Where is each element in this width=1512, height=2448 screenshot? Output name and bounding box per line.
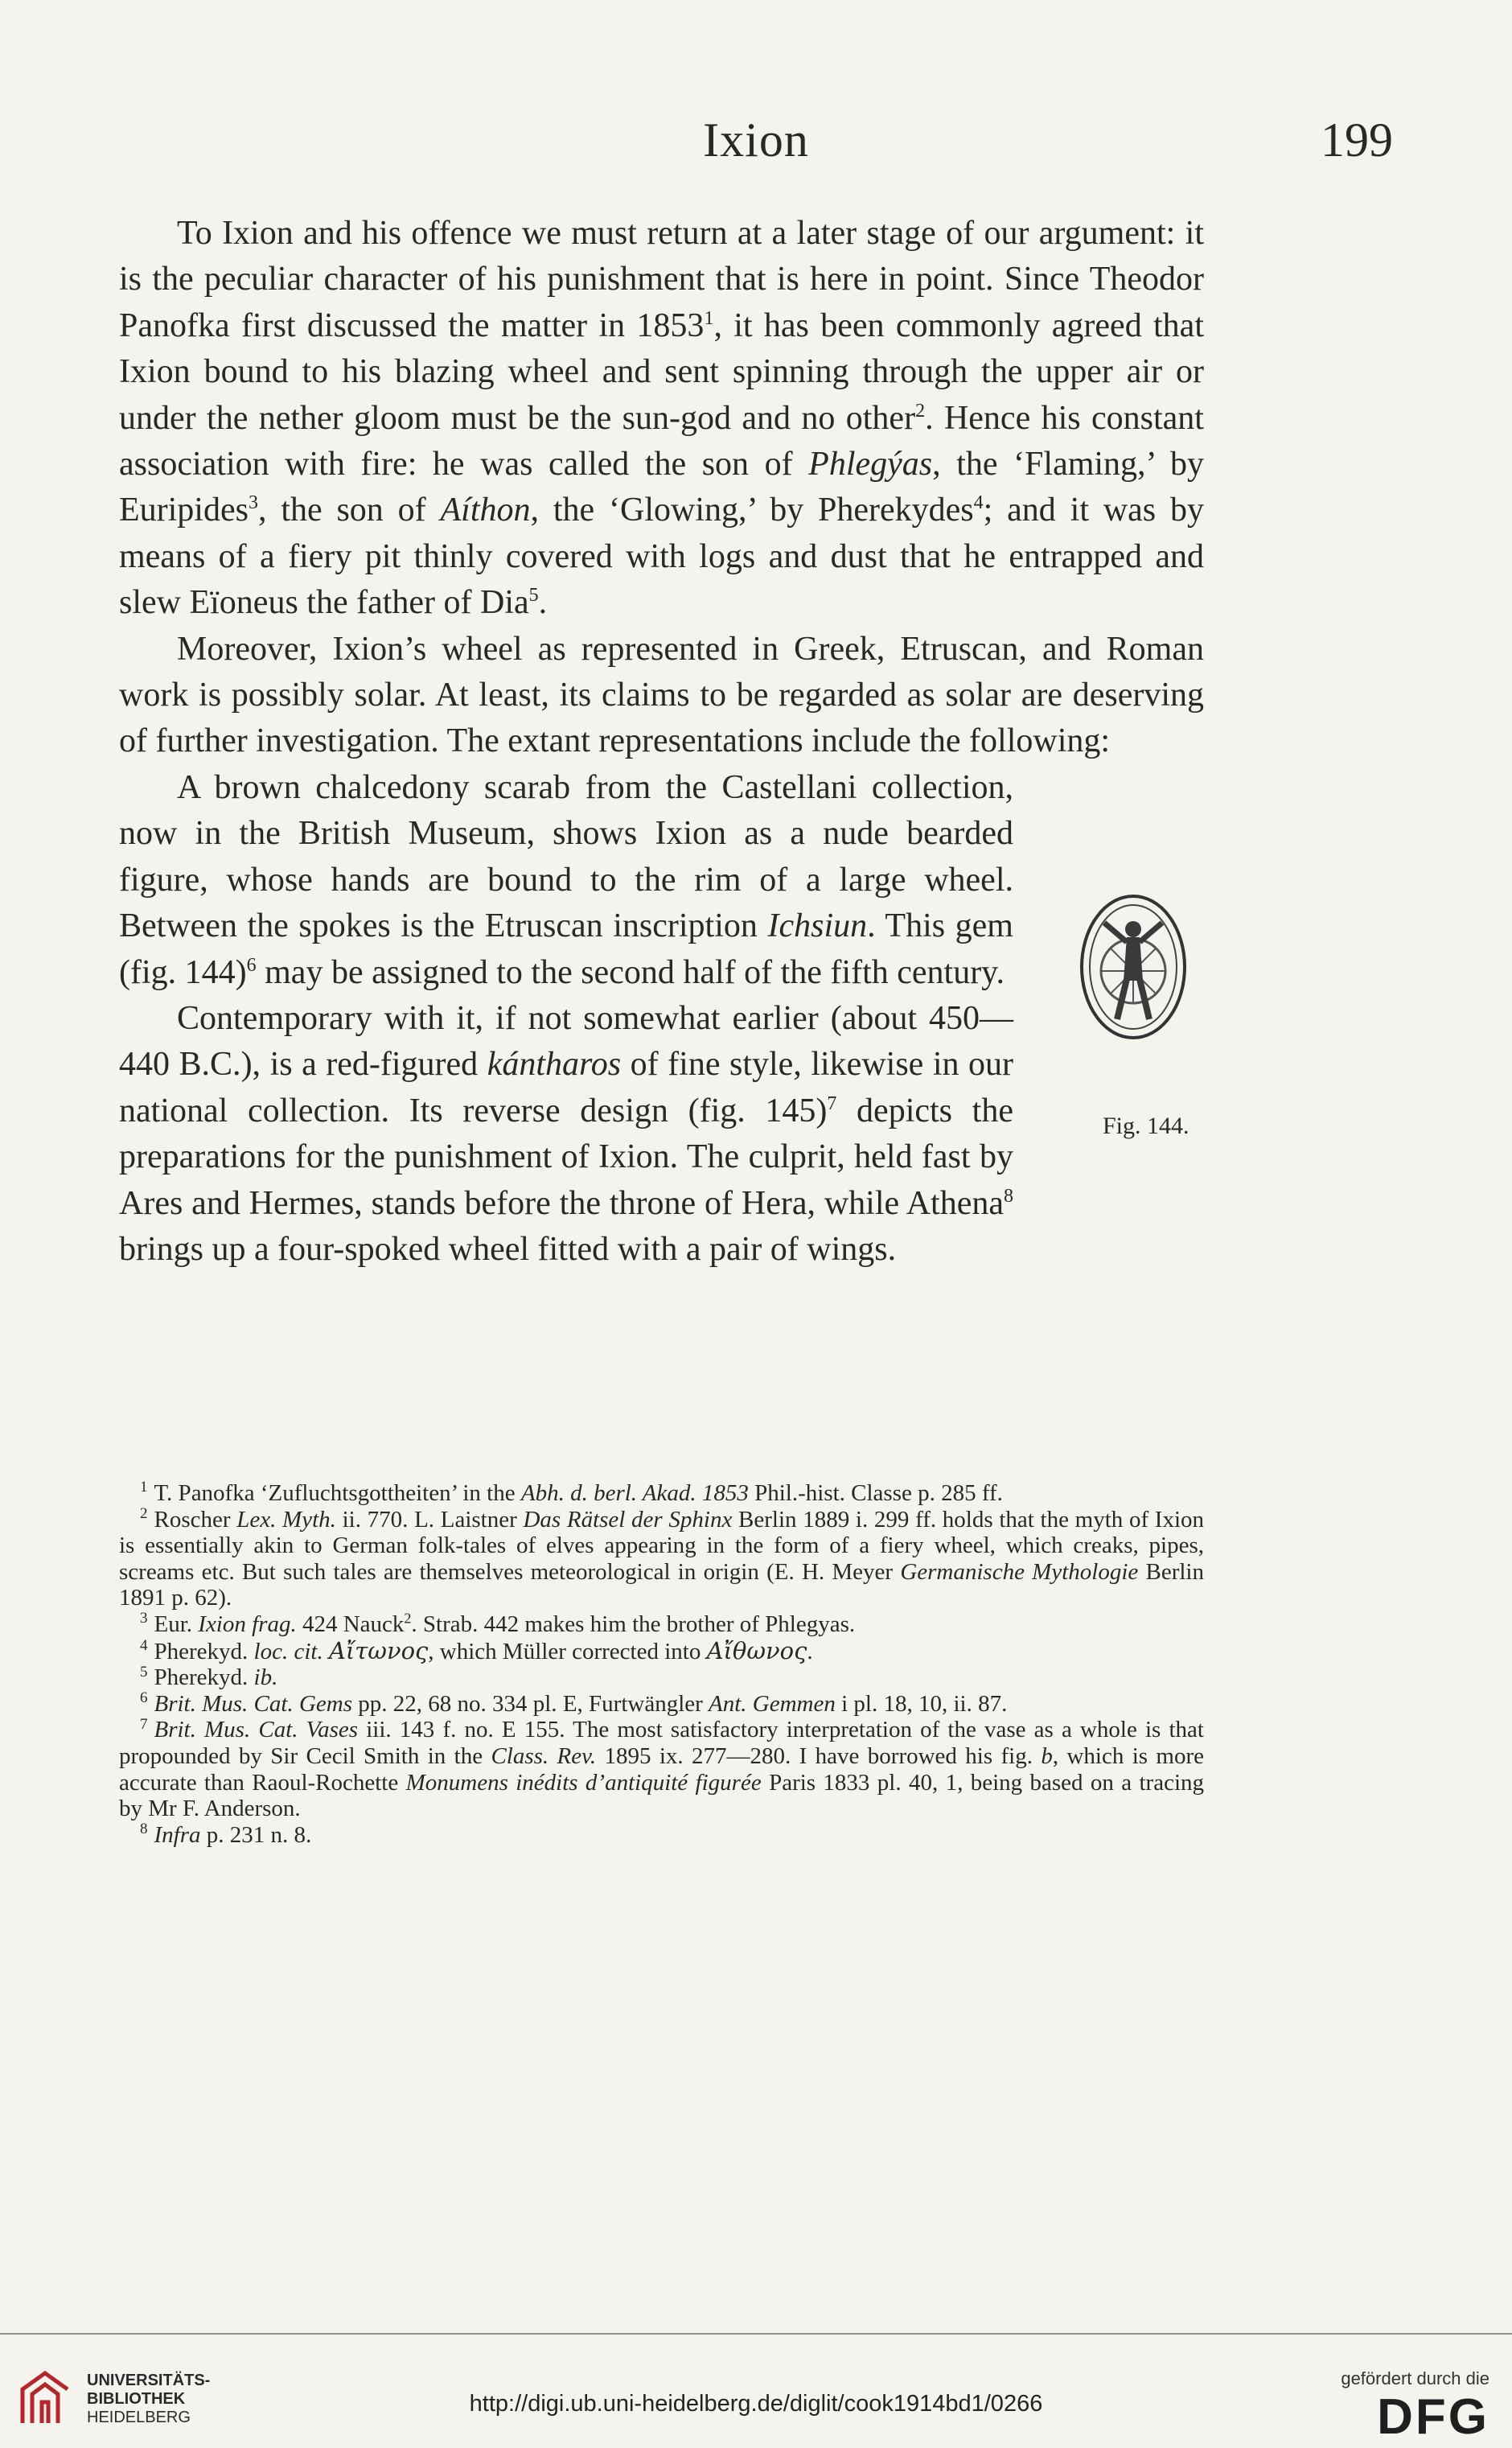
footnote-1: $^1$ T. Panofka ‘Zufluchtsgottheiten’ in the Abh. d. berl. Akad. 1853 Phil.-hist. Classe p. 285 ff. xyxy=(140,1479,1003,1506)
footnote-4: $^4$ Pherekyd. loc. cit. Αἴτωνος, which Müller corrected into Αἴθωνος. xyxy=(140,1636,813,1664)
digitization-footer xyxy=(0,2333,1512,2448)
footnotes xyxy=(119,1480,1204,1848)
footnote-ref-3: 3 xyxy=(248,492,258,514)
footnote-ref-8: 8 xyxy=(1004,1185,1013,1207)
footnote-ref-2: 2 xyxy=(915,400,926,422)
figure-144 xyxy=(1027,891,1204,1139)
dfg-logo: DFG xyxy=(1377,2389,1489,2445)
wrap-column xyxy=(119,765,1013,1273)
page-number: 199 xyxy=(1321,113,1393,167)
scarab-gem-illustration xyxy=(1077,891,1189,1043)
footnote-6: $^6$ Brit. Mus. Cat. Gems pp. 22, 68 no. 334 pl. E, Furtwängler Ant. Gemmen i pl. 18, 10, ii. 87. xyxy=(140,1689,1008,1717)
footnote-2: $^2$ Roscher Lex. Myth. ii. 770. L. Laistner Das Rätsel der Sphinx Berlin 1889 i. 299 ff. holds that the myth of Ixion is essentially akin to German folk-tales of elves appearing in the form of a fiery wheel, which creaks, pipes, screams etc. But such tales are themselves meteorological in origin (E. H. Meyer Germanische Mythologie Berlin 1891 p. 62). xyxy=(119,1504,1205,1611)
footnote-3: $^3$ Eur. Ixion frag. 424 Nauck$^2$. Strab. 442 makes him the brother of Phlegyas. xyxy=(140,1610,856,1637)
paragraph-4: Contemporary with it, if not somewhat earlier (about 450—440 B.C.), is a red-figured kántharos of fine style, likewise in our national collection. Its reverse design (fig. 145)$^7$ depicts the preparations for the punishment of Ixion. The culprit, held fast by Ares and Hermes, stands before the throne of Hera, while Athena$^8$ brings up a four-spoked wheel fitted with a pair of wings. xyxy=(119,999,1013,1268)
source-url-link[interactable]: http://digi.ub.uni-heidelberg.de/diglit/cook1914bd1/0266 xyxy=(469,2391,1043,2417)
paragraph-3: A brown chalcedony scarab from the Castellani collection, now in the British Museum, shows Ixion as a nude bearded figure, whose hands are bound to the rim of a large wheel. Between the spokes is the Etruscan inscription Ichsiun. This gem (fig. 144)$^6$ may be assigned to the second half of the fifth century. xyxy=(119,768,1013,991)
footnote-ref-6: 6 xyxy=(246,954,257,976)
paragraph-2: Moreover, Ixion’s wheel as represented in Greek, Etruscan, and Roman work is possibly solar. At least, its claims to be regarded as solar are deserving of further investigation. The extant representations include the following: xyxy=(119,630,1204,760)
figure-caption: Fig. 144. xyxy=(1103,1112,1189,1139)
footnote-5: $^5$ Pherekyd. ib. xyxy=(140,1663,278,1691)
footnote-ref-5: 5 xyxy=(528,585,539,607)
footnote-ref-7: 7 xyxy=(827,1092,837,1114)
paragraph-1: To Ixion and his offence we must return at a later stage of our argument: it is the peculiar character of his punishment that is here in point. Since Theodor Panofka first discussed the matter in 1853$^1$, it has been commonly agreed that Ixion bound to his blazing wheel and sent spinning through the upper air or under the nether gloom must be the sun-god and no other$^2$. Hence his constant association with fire: he was called the son of Phlegýas, the ‘Flaming,’ by Euripides$^3$, the son of Aíthon, the ‘Glowing,’ by Pherekydes$^4$; and it was by means of a fiery pit thinly covered with logs and dust that he entrapped and slew Eïoneus the father of Dia$^5$. xyxy=(119,215,1204,622)
body-text xyxy=(119,211,1204,1273)
funded-by-label: gefördert durch die xyxy=(1341,2368,1489,2388)
footnote-8: $^8$ Infra p. 231 n. 8. xyxy=(140,1821,312,1848)
running-head xyxy=(119,113,1393,185)
library-name: UNIVERSITÄTS- BIBLIOTHEK HEIDELBERG xyxy=(87,2372,211,2426)
running-title: Ixion xyxy=(703,113,809,167)
footnote-ref-4: 4 xyxy=(973,492,984,514)
footnote-ref-1: 1 xyxy=(704,307,714,329)
figure-wrap-section xyxy=(119,765,1204,1273)
footnote-7: $^7$ Brit. Mus. Cat. Vases iii. 143 f. no. E 155. The most satisfactory interpretation of the vase as a whole is that propounded by Sir Cecil Smith in the Class. Rev. 1895 ix. 277—280. I have borrowed his fig. b, which is more accurate than Raoul-Rochette Monumens inédits d’antiquité figurée Paris 1833 pl. 40, 1, being based on a tracing by Mr F. Anderson. xyxy=(119,1715,1205,1822)
